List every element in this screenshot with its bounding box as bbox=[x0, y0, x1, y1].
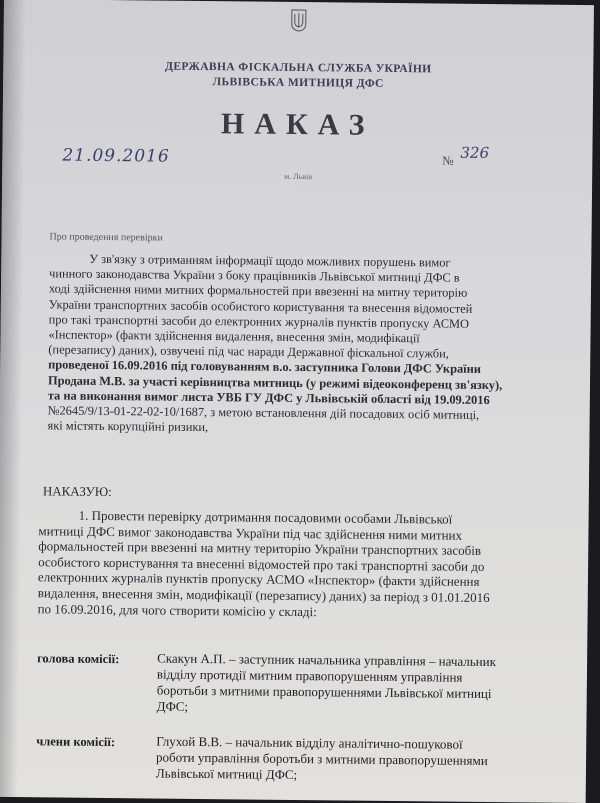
agency-name: ДЕРЖАВНА ФІСКАЛЬНА СЛУЖБА УКРАЇНИ bbox=[164, 60, 432, 76]
preamble-line: які містять корупційні ризики, bbox=[47, 418, 209, 435]
trident-emblem-icon bbox=[290, 8, 308, 32]
commission-head-entry bbox=[157, 651, 578, 719]
commission-member-line: Глухой В.В. – начальник відділу аналітично-пошукової bbox=[156, 733, 463, 752]
commission-member-line: роботи управління боротьби з митними правопорушеннями bbox=[156, 749, 488, 769]
preamble-line: та на виконання вимог листа УВБ ГУ ДФС у Львівській області від 19.09.2016 bbox=[47, 388, 490, 407]
preamble-line: України транспортних засобів особистого користування та внесення відомостей bbox=[48, 297, 473, 316]
commission-member-entry bbox=[156, 734, 576, 786]
preamble-line: про такі транспортні засоби до електронних журналів пунктів пропуску АСМО bbox=[48, 312, 470, 331]
commission-head-line: відділу протидії митним правопорушенням управління bbox=[156, 666, 463, 685]
commission-head-line: боротьби з митними правопорушеннями Львівської митниці bbox=[156, 682, 492, 702]
commission-members-label: члени комісії: bbox=[36, 734, 116, 750]
order-date: 21.09.2016 bbox=[62, 145, 170, 167]
item-line: електронних журналів пунктів пропуску АСМО «Інспектор» (факти здійснення bbox=[37, 569, 480, 590]
number-sign: № bbox=[442, 153, 454, 168]
item-line: видалення, внесення змін, модифікації (перезапису) даних) за період з 01.01.2016 bbox=[37, 585, 490, 605]
commission-head-line: Скакун А.П. – заступник начальника управління – начальник bbox=[157, 650, 497, 670]
commission-member-line: Львівської митниці ДФС; bbox=[155, 765, 298, 783]
order-number: 326 bbox=[460, 143, 490, 162]
order-place: м. Львів bbox=[284, 171, 313, 182]
item-line: 1. Провести перевірку дотримання посадовими особами Львівської bbox=[78, 507, 453, 527]
item-line: формальностей при ввезенні на митну територію України транспортних засобів bbox=[38, 538, 482, 559]
item-line: митниці ДФС вимог законодавства України під час здійснення ними митних bbox=[38, 522, 463, 543]
customs-office-name: ЛЬВІВСЬКА МИТНИЦЯ ДФС bbox=[212, 76, 384, 90]
preamble-line: чинного законодавства України з боку працівників Львівської митниці ДФС в bbox=[49, 266, 460, 285]
preamble-line: Продана М.В. за участі керівництва митниць (у режимі відеоконференц зв'язку), bbox=[47, 373, 503, 392]
preamble-line: №2645/9/13-01-22-02-10/1687, з метою встановлення дій посадових осіб митниці, bbox=[47, 403, 480, 422]
preamble-line: «Інспектор» (факти здійснення видалення, внесення змін, модифікації bbox=[48, 327, 420, 346]
order-subject: Про проведення перевірки bbox=[49, 231, 163, 244]
document-title: НАКАЗ bbox=[220, 107, 375, 142]
preamble-paragraph bbox=[47, 251, 579, 439]
preamble-line: ході здійснення ними митних формальностей при ввезенні на митну територію bbox=[48, 281, 468, 301]
item-line: особистого користування та внесенні відомостей про такі транспортні засоби до bbox=[38, 554, 485, 574]
order-heading: НАКАЗУЮ: bbox=[42, 483, 112, 500]
preamble-line: (перезапису) даних), озвучені під час наради Державної фіскальної служби, bbox=[48, 342, 449, 361]
item-line: по 16.09.2016, для чого створити комісію у складі: bbox=[37, 600, 317, 619]
commission-head-label: голова комісії: bbox=[37, 651, 120, 667]
item-1-paragraph bbox=[38, 507, 587, 622]
commission-head-line: ДФС; bbox=[156, 698, 189, 714]
preamble-line: У зв'язку з отриманням інформації щодо можливих порушень вимог bbox=[89, 251, 451, 270]
preamble-line: проведеної 16.09.2016 під головуванням в.о. заступника Голови ДФС України bbox=[48, 357, 481, 377]
